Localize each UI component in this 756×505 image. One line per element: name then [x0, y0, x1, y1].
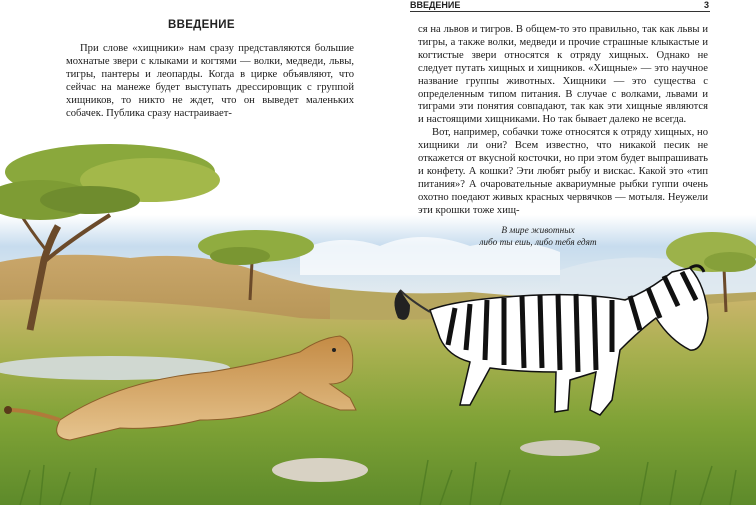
body-paragraph: ся на львов и тигров. В общем-то это правильно, так как львы и тигры, а также волки, медведи и прочие страшные клыкастые и когтистые звери относятся к отряду хищных. Однако не следует путать хищных и хищников. «Хищные» — это научное название группы животных. Хищники — это существа с определенным типом питания. В случае с волками, львами и тиграми эти понятия совпадают, так как эти хищные являются и настоящими хищниками. Но так бывает далеко не всегда.	[418, 24, 708, 126]
running-head: ВВЕДЕНИЕ	[410, 0, 461, 10]
intro-paragraph: При слове «хищники» нам сразу представляются большие мохнатые звери с клыками и когтями — волки, медведи, львы, тигры, пантеры и леопарды. Когда в цирке объявляют, что сейчас на манеже будет выступать дрессировщик с группой хищников, то никто не ждет, что он выведет маленьких собачек. Публика сразу настраивает-	[66, 43, 354, 119]
chapter-heading: ВВЕДЕНИЕ	[168, 19, 235, 31]
body-paragraph: Вот, например, собачки тоже относятся к отряду хищных, но хищники ли они? Всем известно, что никакой песик не откажется от вкусной косточки, но при этом будет выпрашивать и конфету. А кошки? Эти любят рыбу и вискас. Какой это «тип питания»? А очаровательные аквариумные рыбки гуппи очень охотно поедают живых красных червячков — мотыля. Неужели эти крошки тоже хищ-	[418, 127, 708, 216]
page-number: 3	[704, 0, 710, 10]
rock	[272, 458, 368, 482]
left-column	[66, 43, 354, 120]
running-head-rule	[410, 11, 710, 12]
caption-line: В мире животных	[501, 226, 575, 236]
rock	[520, 440, 600, 456]
caption-line: либо ты ешь, либо тебя едят	[479, 237, 597, 248]
right-column	[418, 24, 708, 218]
illustration-caption	[448, 226, 628, 249]
